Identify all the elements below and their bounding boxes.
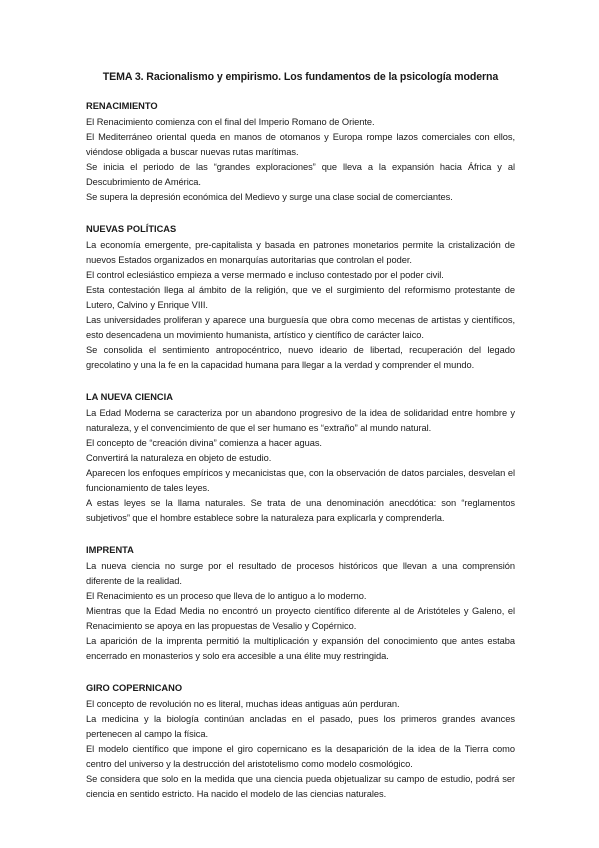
section-heading: GIRO COPERNICANO (86, 683, 183, 693)
section-heading: NUEVAS POLÍTICAS (86, 224, 177, 234)
paragraph: El control eclesiástico empieza a verse mermado e incluso contestado por el poder civil. (86, 270, 444, 280)
section-heading: RENACIMIENTO (86, 101, 158, 111)
paragraph: Se inicia el periodo de las “grandes exploraciones” que lleva a la expansión hacia África y al Descubrimiento de América. (86, 162, 515, 187)
section-heading: LA NUEVA CIENCIA (86, 392, 173, 402)
paragraph: El concepto de revolución no es literal, muchas ideas antiguas aún perduran. (86, 699, 400, 709)
paragraph: La nueva ciencia no surge por el resultado de procesos históricos que llevan a una comprensión diferente de la realidad. (86, 561, 515, 586)
paragraph: Esta contestación llega al ámbito de la religión, que ve el surgimiento del reformismo protestante de Lutero, Calvino y Enrique VIII. (86, 285, 515, 310)
paragraph: Se considera que solo en la medida que una ciencia pueda objetualizar su campo de estudio, podrá ser ciencia en sentido estricto. Ha nacido el modelo de las ciencias naturales. (86, 774, 515, 799)
paragraph: El modelo científico que impone el giro copernicano es la desaparición de la idea de la Tierra como centro del universo y la destrucción del aristotelismo como modelo cosmológico. (86, 744, 515, 769)
section (86, 544, 515, 664)
paragraph: Se consolida el sentimiento antropocéntrico, nuevo ideario de libertad, recuperación del legado grecolatino y una la fe en la capacidad humana para llegar a la verdad y comprender el mundo. (86, 345, 515, 370)
paragraph: La Edad Moderna se caracteriza por un abandono progresivo de la idea de solidaridad entre hombre y naturaleza, y el convencimiento de que el ser humano es “extraño” al mundo natural. (86, 408, 515, 433)
section (86, 223, 515, 373)
paragraph: Las universidades proliferan y aparece una burguesía que obra como mecenas de artistas y científicos, esto desencadena un movimiento humanista, artístico y científico de carácter laico. (86, 315, 515, 340)
paragraph: Mientras que la Edad Media no encontró un proyecto científico diferente al de Aristóteles y Galeno, el Renacimiento se apoya en las propuestas de Vesalio y Copérnico. (86, 606, 515, 631)
section (86, 682, 515, 802)
section-heading: IMPRENTA (86, 545, 134, 555)
document-title: TEMA 3. Racionalismo y empirismo. Los fundamentos de la psicología moderna (102, 71, 499, 83)
paragraph: El concepto de “creación divina” comienza a hacer aguas. (86, 438, 322, 448)
document-body (86, 100, 515, 802)
section (86, 100, 515, 205)
paragraph: La aparición de la imprenta permitió la multiplicación y expansión del conocimiento que antes estaba encerrado en monasterios y solo era accesible a una élite muy restringida. (86, 636, 515, 661)
paragraph: La medicina y la biología continúan ancladas en el pasado, pues los primeros grandes avances pertenecen al campo la física. (86, 714, 515, 739)
paragraph: El Renacimiento comienza con el final del Imperio Romano de Oriente. (86, 117, 375, 127)
paragraph: Convertirá la naturaleza en objeto de estudio. (86, 453, 272, 463)
paragraph: A estas leyes se la llama naturales. Se trata de una denominación anecdótica: son “reglamentos subjetivos” que el hombre establece sobre la naturaleza para explicarla y comprenderla. (86, 498, 515, 523)
paragraph: Aparecen los enfoques empíricos y mecanicistas que, con la observación de datos parciales, desvelan el funcionamiento de tales leyes. (86, 468, 515, 493)
section (86, 391, 515, 526)
paragraph: La economía emergente, pre-capitalista y basada en patrones monetarios permite la cristalización de nuevos Estados organizados en monarquías autoritarias que controlan el poder. (86, 240, 515, 265)
paragraph: El Renacimiento es un proceso que lleva de lo antiguo a lo moderno. (86, 591, 367, 601)
paragraph: Se supera la depresión económica del Medievo y surge una clase social de comerciantes. (86, 192, 453, 202)
paragraph: El Mediterráneo oriental queda en manos de otomanos y Europa rompe lazos comerciales con ellos, viéndose obligada a buscar nuevas rutas marítimas. (86, 132, 515, 157)
